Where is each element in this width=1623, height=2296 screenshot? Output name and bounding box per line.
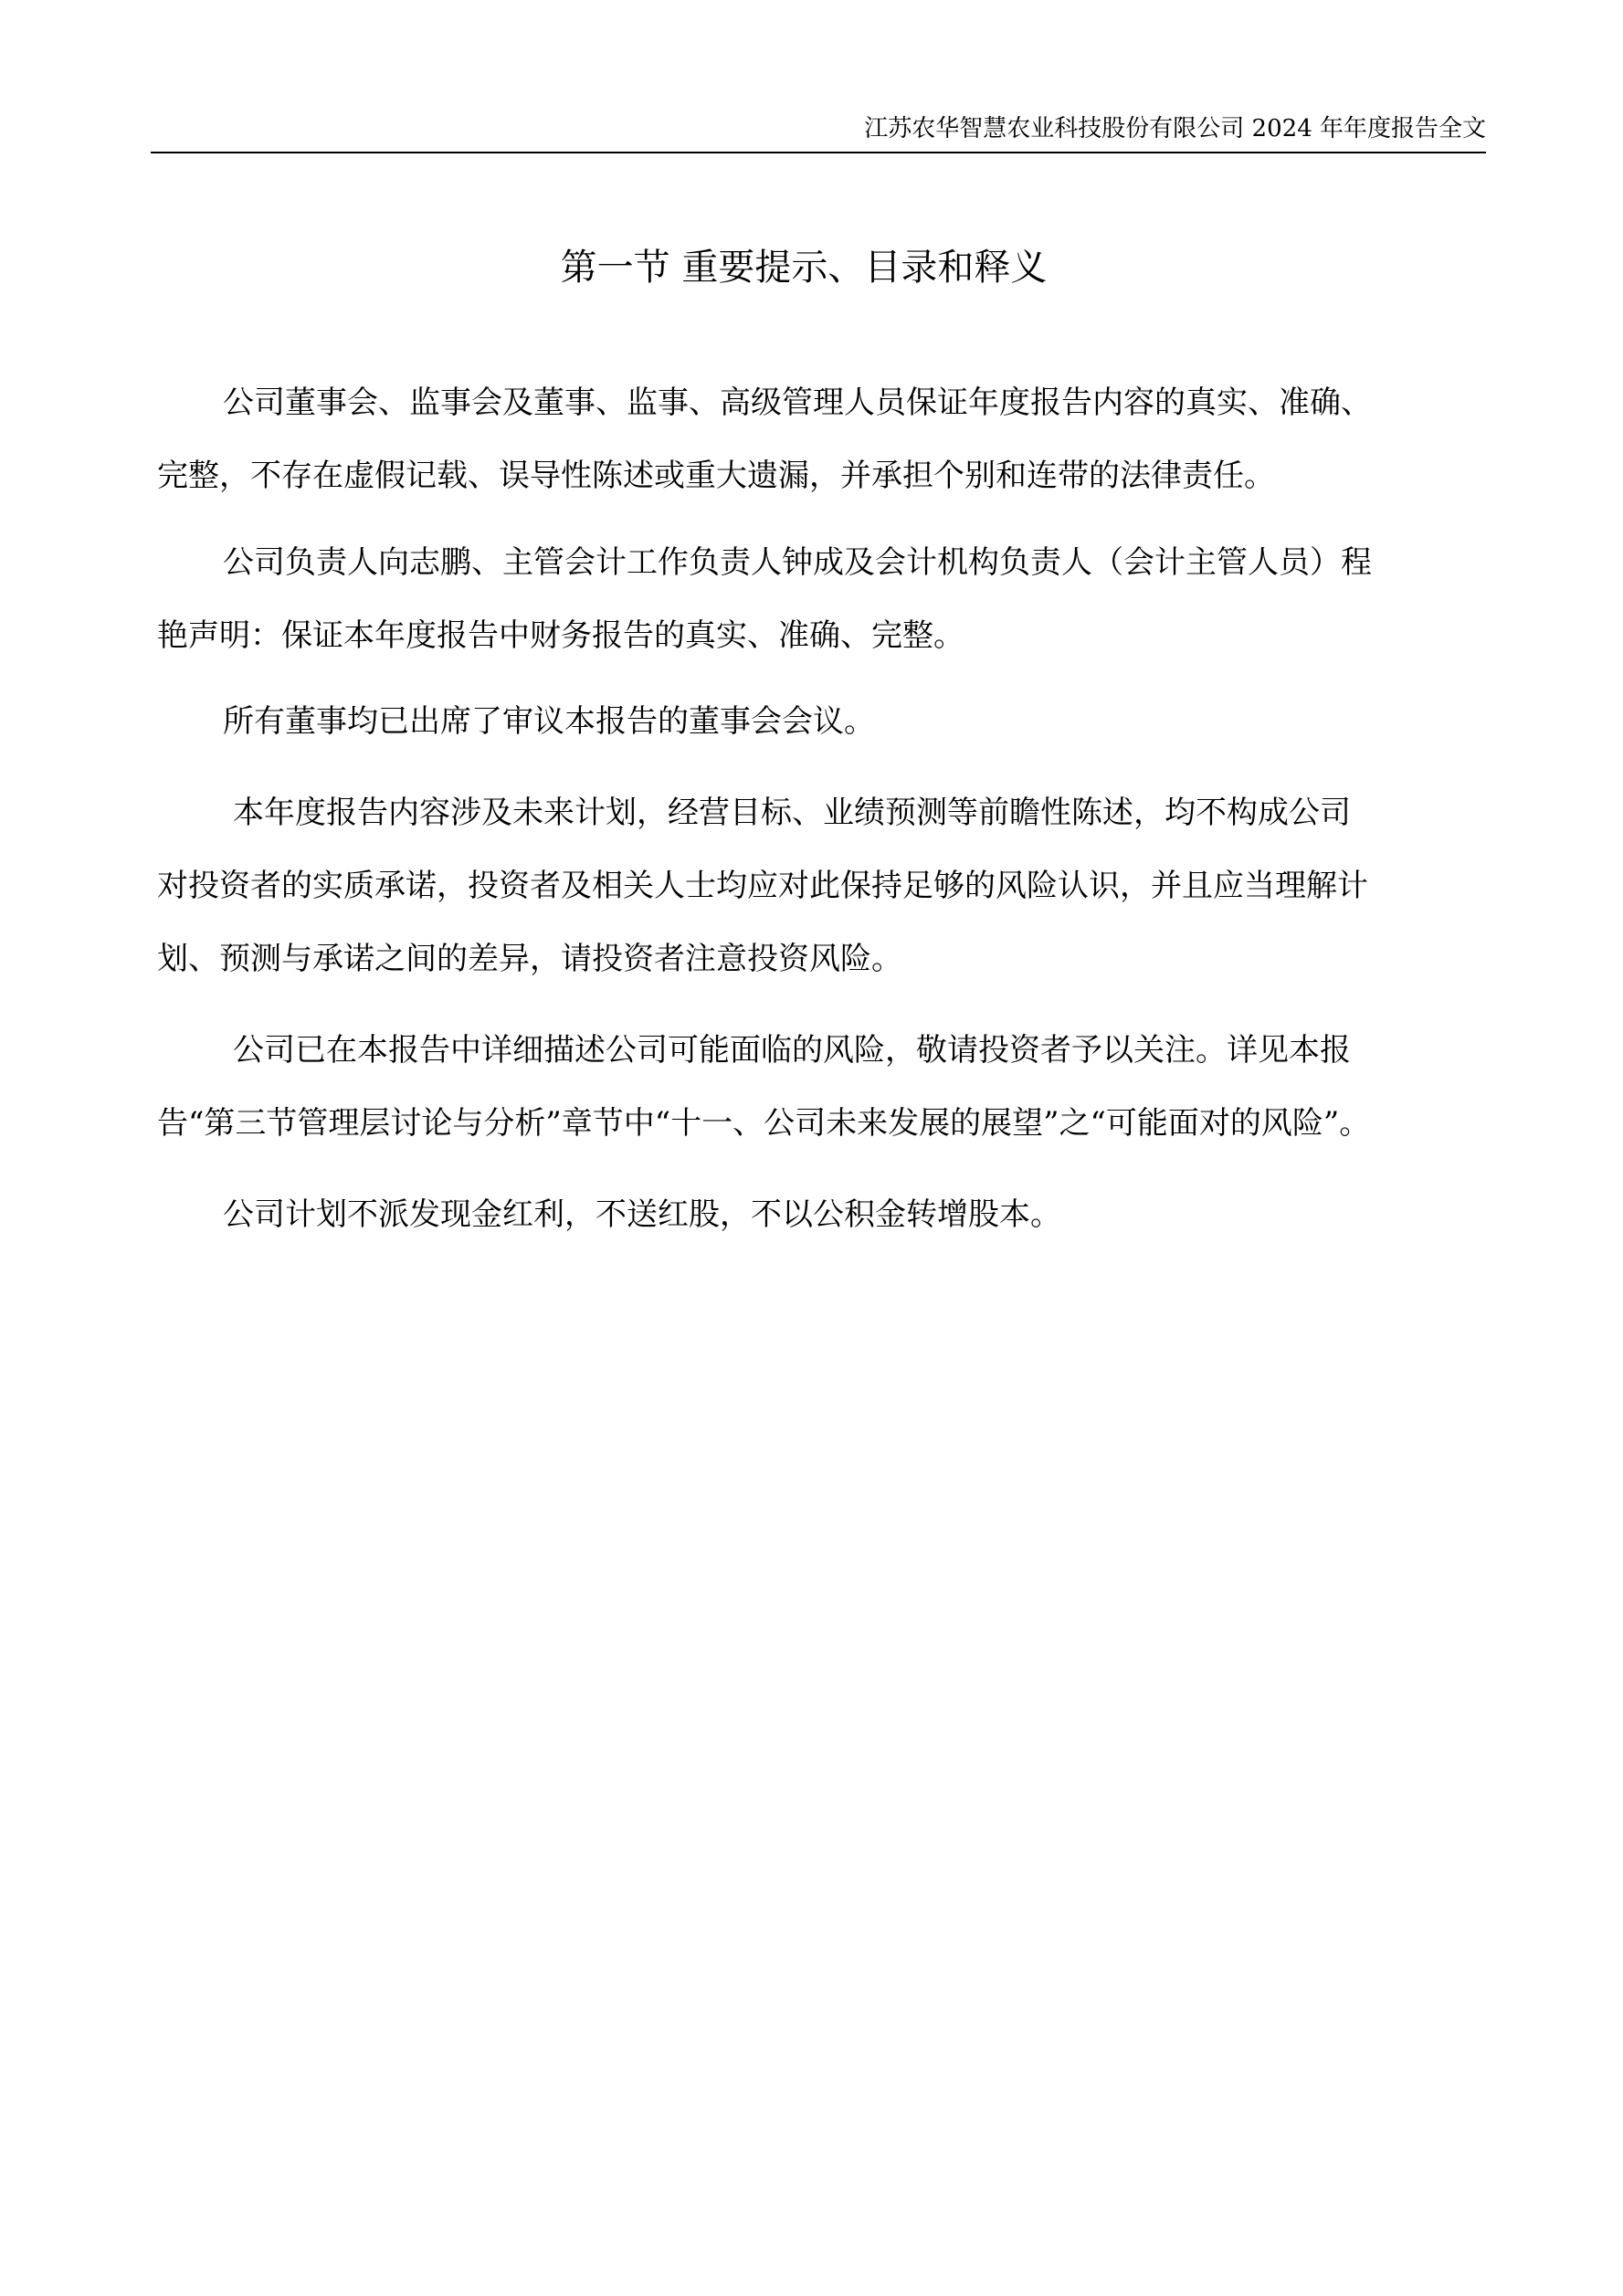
forward-looking-statement-paragraph bbox=[157, 776, 1463, 995]
paragraph-line: 公司负责人向志鹏、主管会计工作负责人钟成及会计机构负责人（会计主管人员）程 bbox=[223, 544, 1372, 581]
paragraph-line: 告“第三节管理层讨论与分析”章节中“十一、公司未来发展的展望”之“可能面对的风险”。 bbox=[157, 1105, 1371, 1142]
responsibility-statement-paragraph bbox=[157, 366, 1463, 512]
dividend-plan-paragraph bbox=[157, 1178, 1463, 1251]
financial-report-statement-paragraph bbox=[157, 526, 1463, 672]
paragraph-line: 公司计划不派发现金红利，不送红股，不以公积金转增股本。 bbox=[223, 1196, 1061, 1233]
paragraph-line: 划、预测与承诺之间的差异，请投资者注意投资风险。 bbox=[157, 941, 902, 977]
running-header-title: 江苏农华智慧农业科技股份有限公司 2024 年年度报告全文 bbox=[864, 115, 1486, 142]
board-attendance-paragraph bbox=[157, 685, 1463, 758]
paragraph-line: 艳声明：保证本年度报告中财务报告的真实、准确、完整。 bbox=[157, 617, 964, 654]
paragraph-line: 对投资者的实质承诺，投资者及相关人士均应对此保持足够的风险认识，并且应当理解计 bbox=[157, 868, 1368, 904]
paragraph-line: 公司董事会、监事会及董事、监事、高级管理人员保证年度报告内容的真实、准确、 bbox=[223, 384, 1372, 421]
risk-notice-paragraph bbox=[157, 1014, 1463, 1160]
section-title: 第一节 重要提示、目录和释义 bbox=[560, 247, 1048, 289]
running-header bbox=[151, 117, 1486, 153]
paragraph-line: 本年度报告内容涉及未来计划，经营目标、业绩预测等前瞻性陈述，均不构成公司 bbox=[233, 795, 1351, 831]
paragraph-line: 公司已在本报告中详细描述公司可能面临的风险，敬请投资者予以关注。详见本报 bbox=[233, 1032, 1351, 1069]
paragraph-line: 所有董事均已出席了审议本报告的董事会会议。 bbox=[223, 703, 875, 740]
paragraph-line: 完整，不存在虚假记载、误导性陈述或重大遗漏，并承担个别和连带的法律责任。 bbox=[157, 458, 1275, 494]
